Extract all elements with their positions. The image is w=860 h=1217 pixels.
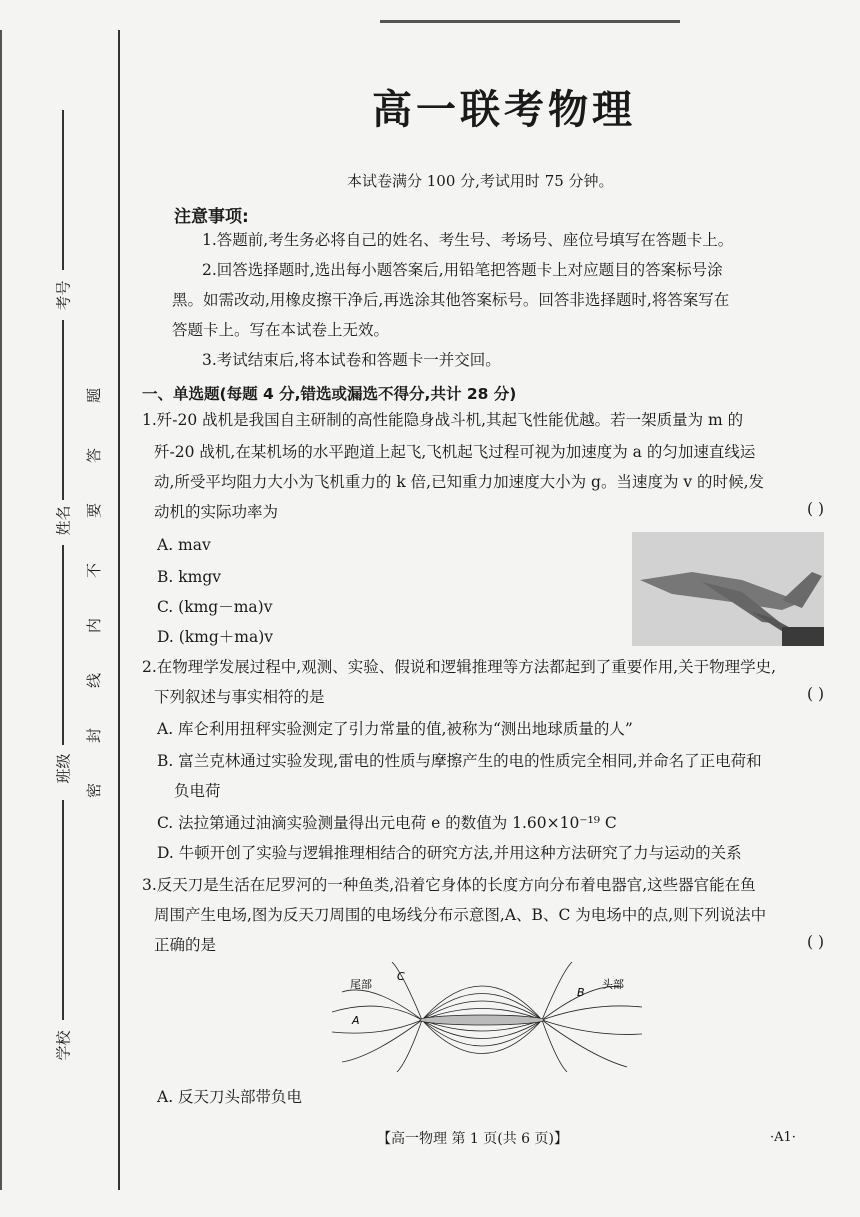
notice-item: 答题卡上。写在本试卷上无效。 <box>172 321 390 339</box>
seal-line <box>118 30 120 1190</box>
electric-field-diagram <box>332 962 642 1072</box>
notice-heading: 注意事项: <box>174 207 249 227</box>
q2-option-c: C. 法拉第通过油滴实验测量得出元电荷 e 的数值为 1.60×10⁻¹⁹ C <box>157 814 617 832</box>
q2-option-a: A. 库仑利用扭秤实验测定了引力常量的值,被称为“测出地球质量的人” <box>157 720 633 738</box>
q2-answer-paren: ( ) <box>806 685 824 703</box>
binding-margin <box>0 0 125 1217</box>
q1-line: 动机的实际功率为 <box>154 503 279 521</box>
diagram-point-a: A <box>352 1014 360 1027</box>
class-label: 班级 <box>54 753 73 784</box>
seal-char-5: 内 <box>85 617 104 634</box>
seal-char-8: 密 <box>85 782 104 799</box>
q3-line: 正确的是 <box>154 936 217 954</box>
top-scan-bar <box>380 20 680 23</box>
name-label: 姓名 <box>54 505 73 536</box>
q3-answer-paren: ( ) <box>806 933 824 951</box>
school-label: 学校 <box>54 1030 73 1061</box>
q1-line: 歼-20 战机,在某机场的水平跑道上起飞,飞机起飞过程可视为加速度为 a 的匀加速直线运 <box>154 443 756 461</box>
seal-char-7: 封 <box>85 727 104 744</box>
q3-line: 周围产生电场,图为反天刀周围的电场线分布示意图,A、B、C 为电场中的点,则下列说法中 <box>154 906 767 924</box>
q2-line: 下列叙述与事实相符的是 <box>154 688 325 706</box>
q1-option-c: C. (kmg－ma)v <box>157 598 273 616</box>
q1-line: 1.歼-20 战机是我国自主研制的高性能隐身战斗机,其起飞性能优越。若一架质量为 m 的 <box>142 411 744 429</box>
q2-option-b-cont: 负电荷 <box>174 782 221 800</box>
q2-option-b: B. 富兰克林通过实验发现,雷电的性质与摩擦产生的电的性质完全相同,并命名了正电荷和 <box>157 752 762 770</box>
q1-option-b: B. kmgv <box>157 568 222 586</box>
q1-option-d: D. (kmg＋ma)v <box>157 628 274 646</box>
diagram-tail-label: 尾部 <box>350 978 372 991</box>
q3-option-a: A. 反天刀头部带负电 <box>157 1088 303 1106</box>
page-footer: 【高一物理 第 1 页(共 6 页)】 <box>377 1131 568 1147</box>
exam-info: 本试卷满分 100 分,考试用时 75 分钟。 <box>347 172 614 190</box>
exam-no-label: 考号 <box>54 280 73 311</box>
seal-char-2: 答 <box>85 447 104 464</box>
seal-char-6: 线 <box>85 672 104 689</box>
margin-edge-line <box>0 30 2 1190</box>
q2-option-d: D. 牛顿开创了实验与逻辑推理相结合的研究方法,并用这种方法研究了力与运动的关系 <box>157 844 742 862</box>
seal-char-1: 题 <box>85 387 104 404</box>
section-heading: 一、单选题(每题 4 分,错选或漏选不得分,共计 28 分) <box>142 385 517 403</box>
notice-item: 黑。如需改动,用橡皮擦干净后,再选涂其他答案标号。回答非选择题时,将答案写在 <box>172 291 730 309</box>
notice-item: 1.答题前,考生务必将自己的姓名、考生号、考场号、座位号填写在答题卡上。 <box>202 231 734 249</box>
q3-line: 3.反天刀是生活在尼罗河的一种鱼类,沿着它身体的长度方向分布着电器官,这些器官能在鱼 <box>142 876 756 894</box>
q1-answer-paren: ( ) <box>806 500 824 518</box>
q1-option-a: A. mav <box>157 536 211 554</box>
fighter-jet-photo <box>632 532 824 646</box>
notice-item: 3.考试结束后,将本试卷和答题卡一并交回。 <box>202 351 501 369</box>
name-blank <box>62 545 64 745</box>
diagram-point-b: B <box>577 986 585 999</box>
notice-item: 2.回答选择题时,选出每小题答案后,用铅笔把答题卡上对应题目的答案标号涂 <box>202 261 723 279</box>
q1-line: 动,所受平均阻力大小为飞机重力的 k 倍,已知重力加速度大小为 g。当速度为 v 的时候,发 <box>154 473 764 491</box>
page-code: ·A1· <box>770 1130 796 1145</box>
class-blank <box>62 800 64 1020</box>
exam-no-blank <box>62 110 64 270</box>
seal-char-4: 不 <box>85 562 104 579</box>
page-title: 高一联考物理 <box>372 87 636 133</box>
seal-char-3: 要 <box>85 502 104 519</box>
name-blank-top <box>62 320 64 500</box>
diagram-head-label: 头部 <box>602 978 624 991</box>
q2-line: 2.在物理学发展过程中,观测、实验、假说和逻辑推理等方法都起到了重要作用,关于物理学史, <box>142 658 777 676</box>
diagram-point-c: C <box>397 970 405 983</box>
